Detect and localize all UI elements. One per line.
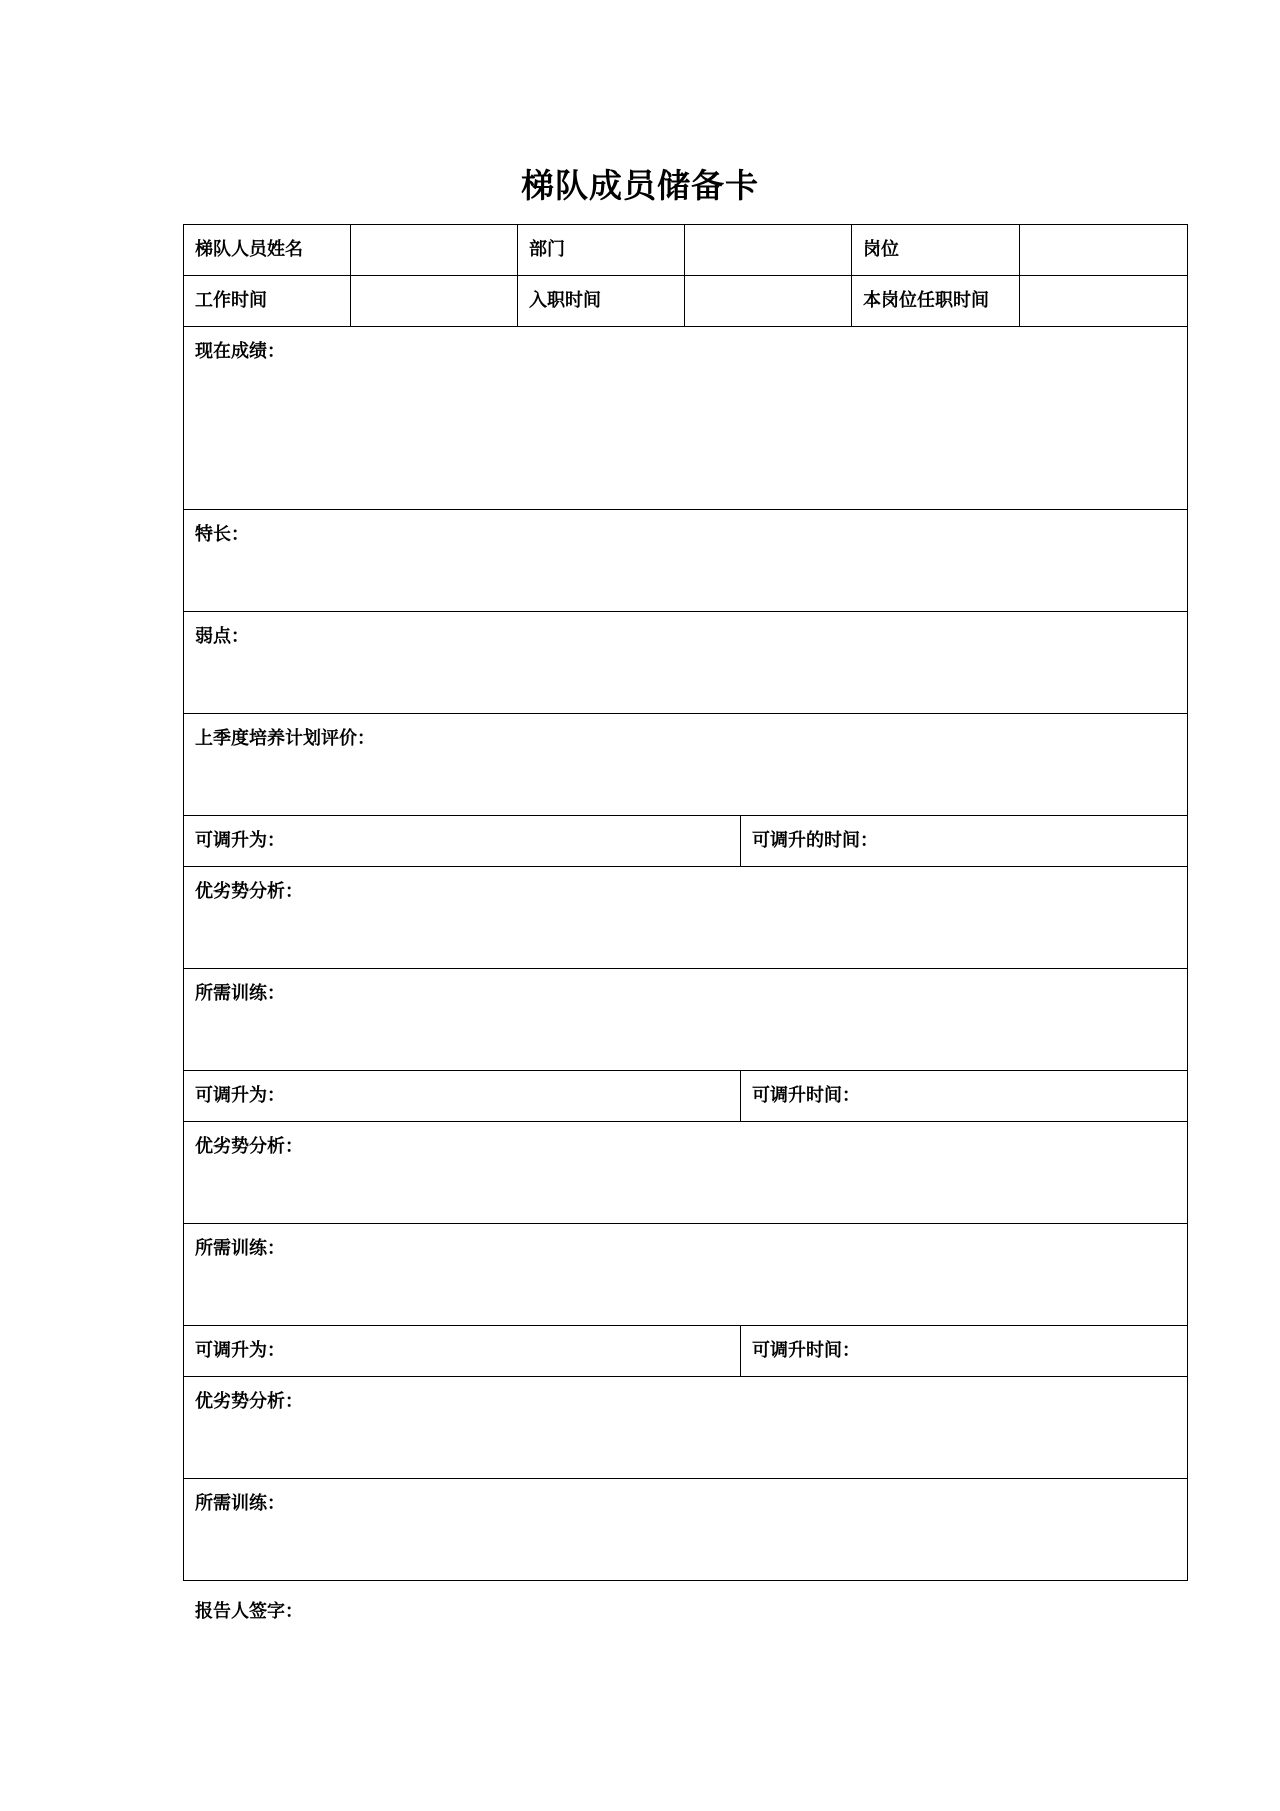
weaknesses-row [184,612,1188,714]
promote-to-field[interactable]: 可调升为： [184,1326,741,1377]
training-row-2 [184,1224,1188,1326]
promote-to-field[interactable]: 可调升为： [184,1071,741,1122]
position-field[interactable] [1020,225,1188,276]
last-quarter-review-field[interactable]: 上季度培养计划评价： [184,714,1188,816]
entry-time-label: 入职时间 [518,276,685,327]
info-row-2 [184,276,1188,327]
training-row-3 [184,1479,1188,1581]
promotion-row-1 [184,816,1188,867]
training-field[interactable]: 所需训练： [184,1479,1188,1581]
page-title: 梯队成员储备卡 [521,166,759,205]
tenure-label: 本岗位任职时间 [852,276,1020,327]
entry-time-field[interactable] [685,276,852,327]
department-field[interactable] [685,225,852,276]
analysis-field[interactable]: 优劣势分析： [184,1377,1188,1479]
name-field[interactable] [351,225,518,276]
reserve-card-table [183,224,1188,1581]
promote-time-field[interactable]: 可调升的时间： [741,816,1188,867]
promotion-row-3 [184,1326,1188,1377]
analysis-row-3 [184,1377,1188,1479]
name-label: 梯队人员姓名 [184,225,351,276]
promotion-row-2 [184,1071,1188,1122]
last-quarter-review-row [184,714,1188,816]
analysis-field[interactable]: 优劣势分析： [184,1122,1188,1224]
analysis-row-1 [184,867,1188,969]
training-field[interactable]: 所需训练： [184,1224,1188,1326]
analysis-field[interactable]: 优劣势分析： [184,867,1188,969]
promote-time-field[interactable]: 可调升时间： [741,1071,1188,1122]
work-time-field[interactable] [351,276,518,327]
weaknesses-field[interactable]: 弱点： [184,612,1188,714]
signature-label: 报告人签字： [195,1601,303,1622]
work-time-label: 工作时间 [184,276,351,327]
department-label: 部门 [518,225,685,276]
strengths-row [184,510,1188,612]
position-label: 岗位 [852,225,1020,276]
analysis-row-2 [184,1122,1188,1224]
promote-to-field[interactable]: 可调升为： [184,816,741,867]
current-performance-field[interactable]: 现在成绩： [184,327,1188,510]
training-row-1 [184,969,1188,1071]
training-field[interactable]: 所需训练： [184,969,1188,1071]
info-row-1 [184,225,1188,276]
promote-time-field[interactable]: 可调升时间： [741,1326,1188,1377]
tenure-field[interactable] [1020,276,1188,327]
strengths-field[interactable]: 特长： [184,510,1188,612]
current-performance-row [184,327,1188,510]
